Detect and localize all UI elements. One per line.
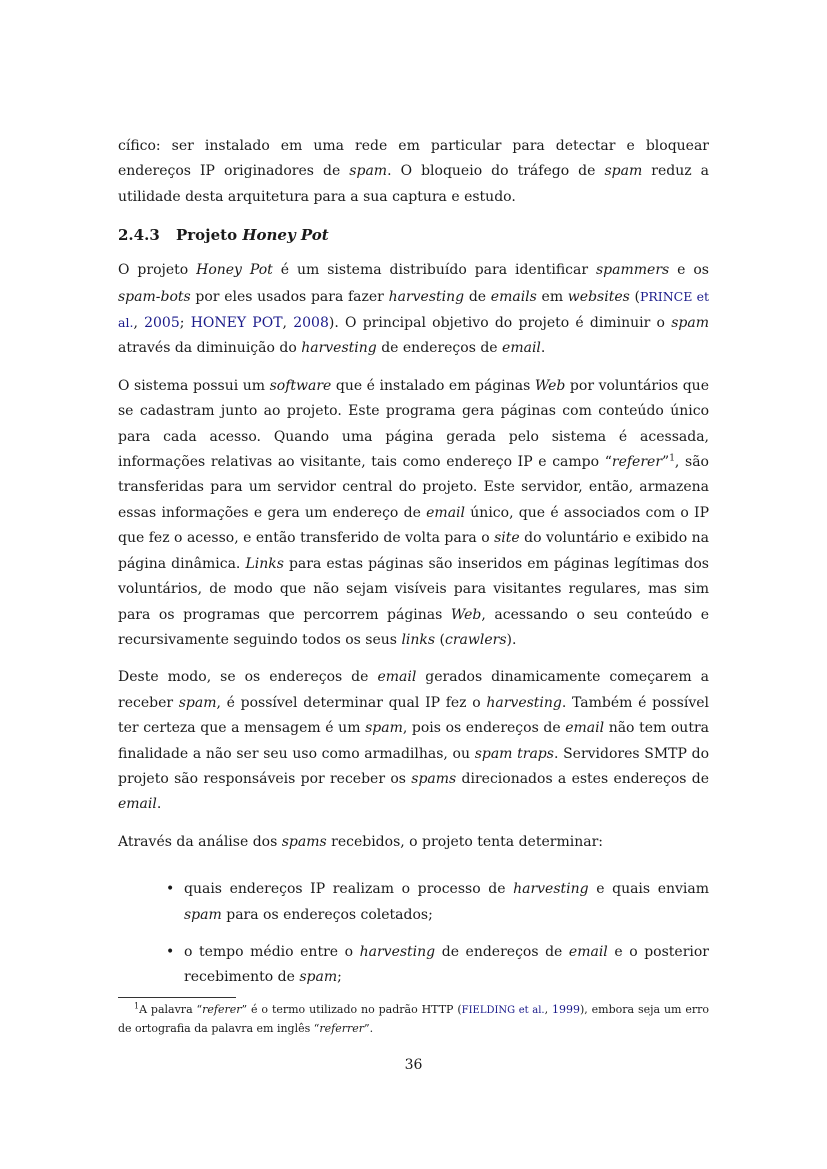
text: ; xyxy=(179,315,191,332)
text: ( xyxy=(435,631,445,648)
term: spam xyxy=(178,694,217,711)
bullet-list xyxy=(118,877,709,991)
section-number: 2.4.3 xyxy=(118,226,160,245)
text: ” é o termo utilizado no padrão HTTP ( xyxy=(241,1003,462,1016)
citation-year-link[interactable]: 2005 xyxy=(144,315,180,332)
term: harvesting xyxy=(486,694,562,711)
text: . O bloqueio do tráfego de xyxy=(387,163,605,180)
term: crawlers xyxy=(445,631,507,648)
text: que é instalado em páginas xyxy=(331,377,535,394)
text: ). O principal objetivo do projeto é diminuir o xyxy=(328,315,672,332)
paragraph-1 xyxy=(118,258,709,362)
text: , xyxy=(544,1003,552,1016)
text: através da diminuição do xyxy=(118,340,302,357)
term: site xyxy=(494,530,520,547)
paragraph-2 xyxy=(118,374,709,653)
paragraph-4 xyxy=(118,830,709,855)
term: Links xyxy=(245,555,284,572)
text: Deste modo, se os endereços de xyxy=(118,669,378,686)
citation-year-link[interactable]: 1999 xyxy=(551,1003,580,1016)
term: referer xyxy=(611,454,663,471)
text: do voluntário e exibido na página dinâmica. xyxy=(118,530,709,572)
term: harvesting xyxy=(359,943,436,960)
text: , acessando o seu conteúdo e recursivamente seguindo todos os seus xyxy=(118,606,709,648)
text: . Também é possível ter certeza que a mensagem é um xyxy=(118,694,709,737)
text: para estas páginas são inseridos em páginas legítimas dos voluntários, de modo que não sejam visíveis para visitantes regulares, mas sim para os programas que percorrem páginas xyxy=(118,555,709,623)
term: harvesting xyxy=(301,340,377,357)
list-item xyxy=(166,877,709,928)
text: cífico: ser instalado em uma rede em particular para detectar e bloquear endereços IP originadores de xyxy=(118,138,709,180)
term: spam xyxy=(349,163,388,180)
term: links xyxy=(401,631,436,648)
text: ”. xyxy=(364,1022,374,1035)
text: gerados dinamicamente começarem a receber xyxy=(118,669,709,711)
term: email xyxy=(377,669,417,686)
footnote-number: 1 xyxy=(134,1001,140,1011)
text: de endereços de xyxy=(376,340,503,357)
text: é um sistema distribuído para identificar xyxy=(272,262,596,279)
text: . Servidores SMTP do projeto são responsáveis por receber os xyxy=(118,745,710,787)
term: spam xyxy=(365,720,403,737)
term: email xyxy=(502,340,541,357)
text: recebidos, o projeto tenta determinar: xyxy=(326,833,603,850)
text: . xyxy=(156,796,162,813)
text: único, que é associados com o IP que fez o acesso, e então transferido de volta para o xyxy=(118,504,709,547)
text: ” xyxy=(662,454,670,471)
text: de xyxy=(464,288,491,305)
term: software xyxy=(269,377,332,394)
citation-link[interactable]: FIELDING et al. xyxy=(461,1005,545,1016)
term: spams xyxy=(411,770,457,787)
term: emails xyxy=(490,288,537,305)
text: e o posterior recebimento de xyxy=(184,943,709,986)
term: Web xyxy=(450,606,482,623)
term: referer xyxy=(202,1003,242,1016)
citation-link[interactable]: HONEY POT xyxy=(190,315,283,332)
citation-link[interactable]: PRINCE et al. xyxy=(118,288,710,331)
text: e os xyxy=(669,262,709,279)
text: ( xyxy=(629,288,640,305)
term: spam xyxy=(604,163,643,180)
footnote xyxy=(118,997,709,1038)
term: websites xyxy=(567,288,630,305)
text: O sistema possui um xyxy=(118,377,270,394)
text: em xyxy=(536,288,568,305)
term: Web xyxy=(534,377,566,394)
text: reduz a utilidade desta arquitetura para a sua captura e estudo. xyxy=(118,163,709,205)
text: , são transferidas para um servidor central do projeto. Este servidor, então, armazena essas informações e gera um endereço de xyxy=(118,454,709,521)
text: , é possível determinar qual IP fez o xyxy=(216,694,487,711)
text: O projeto xyxy=(118,262,197,279)
section-title-italic: Honey Pot xyxy=(242,226,329,245)
section-title: Projeto xyxy=(176,226,243,245)
citation-year-link[interactable]: 2008 xyxy=(293,315,329,332)
term: email xyxy=(118,796,157,813)
footnote-text xyxy=(118,1001,709,1038)
term: email xyxy=(568,943,608,960)
text: o tempo médio entre o xyxy=(184,943,360,960)
term: spammers xyxy=(595,262,670,279)
term: spam xyxy=(299,969,338,986)
text: para os endereços coletados; xyxy=(221,906,433,923)
text: e quais enviam xyxy=(588,881,710,898)
text: por voluntários que se cadastram junto ao projeto. Este programa gera páginas com conteúdo único para cada acesso. Quando uma página gerada pelo sistema é acessada, informações relativas ao visitante, tais como endereço IP e campo “ xyxy=(118,377,709,471)
page-body xyxy=(118,134,709,1003)
text: , xyxy=(133,315,145,332)
text: ). xyxy=(506,631,517,648)
text: quais endereços IP realizam o processo de xyxy=(184,881,514,898)
term: spams xyxy=(281,833,327,850)
text: Através da análise dos xyxy=(118,833,282,850)
section-heading xyxy=(118,222,709,248)
term: harvesting xyxy=(513,881,589,898)
term: harvesting xyxy=(388,288,465,305)
term: spam xyxy=(671,315,709,332)
text: ), embora seja um erro de ortografia da palavra em inglês “ xyxy=(118,1003,709,1035)
term: spam-bots xyxy=(118,288,191,305)
text: não tem outra finalidade a não ser seu uso como armadilhas, ou xyxy=(118,720,709,762)
page-number: 36 xyxy=(404,1057,423,1073)
term: email xyxy=(565,720,605,737)
text: de endereços de xyxy=(435,943,569,960)
text: por eles usados para fazer xyxy=(190,288,389,305)
term: referrer xyxy=(319,1022,365,1035)
list-item xyxy=(166,940,709,991)
term: spam xyxy=(184,906,222,923)
text: ; xyxy=(337,969,342,986)
paragraph-3 xyxy=(118,665,709,817)
term: spam traps xyxy=(474,745,554,762)
text: direcionados a estes endereços de xyxy=(456,770,709,787)
term: Honey Pot xyxy=(196,262,273,279)
text: , xyxy=(282,315,294,332)
text: . xyxy=(540,340,546,357)
text: , pois os endereços de xyxy=(402,720,566,737)
text: A palavra “ xyxy=(139,1003,203,1016)
term: email xyxy=(426,504,466,521)
footnote-marker[interactable]: 1 xyxy=(669,453,675,464)
footnote-divider xyxy=(118,997,236,998)
paragraph-continuation xyxy=(118,134,709,210)
